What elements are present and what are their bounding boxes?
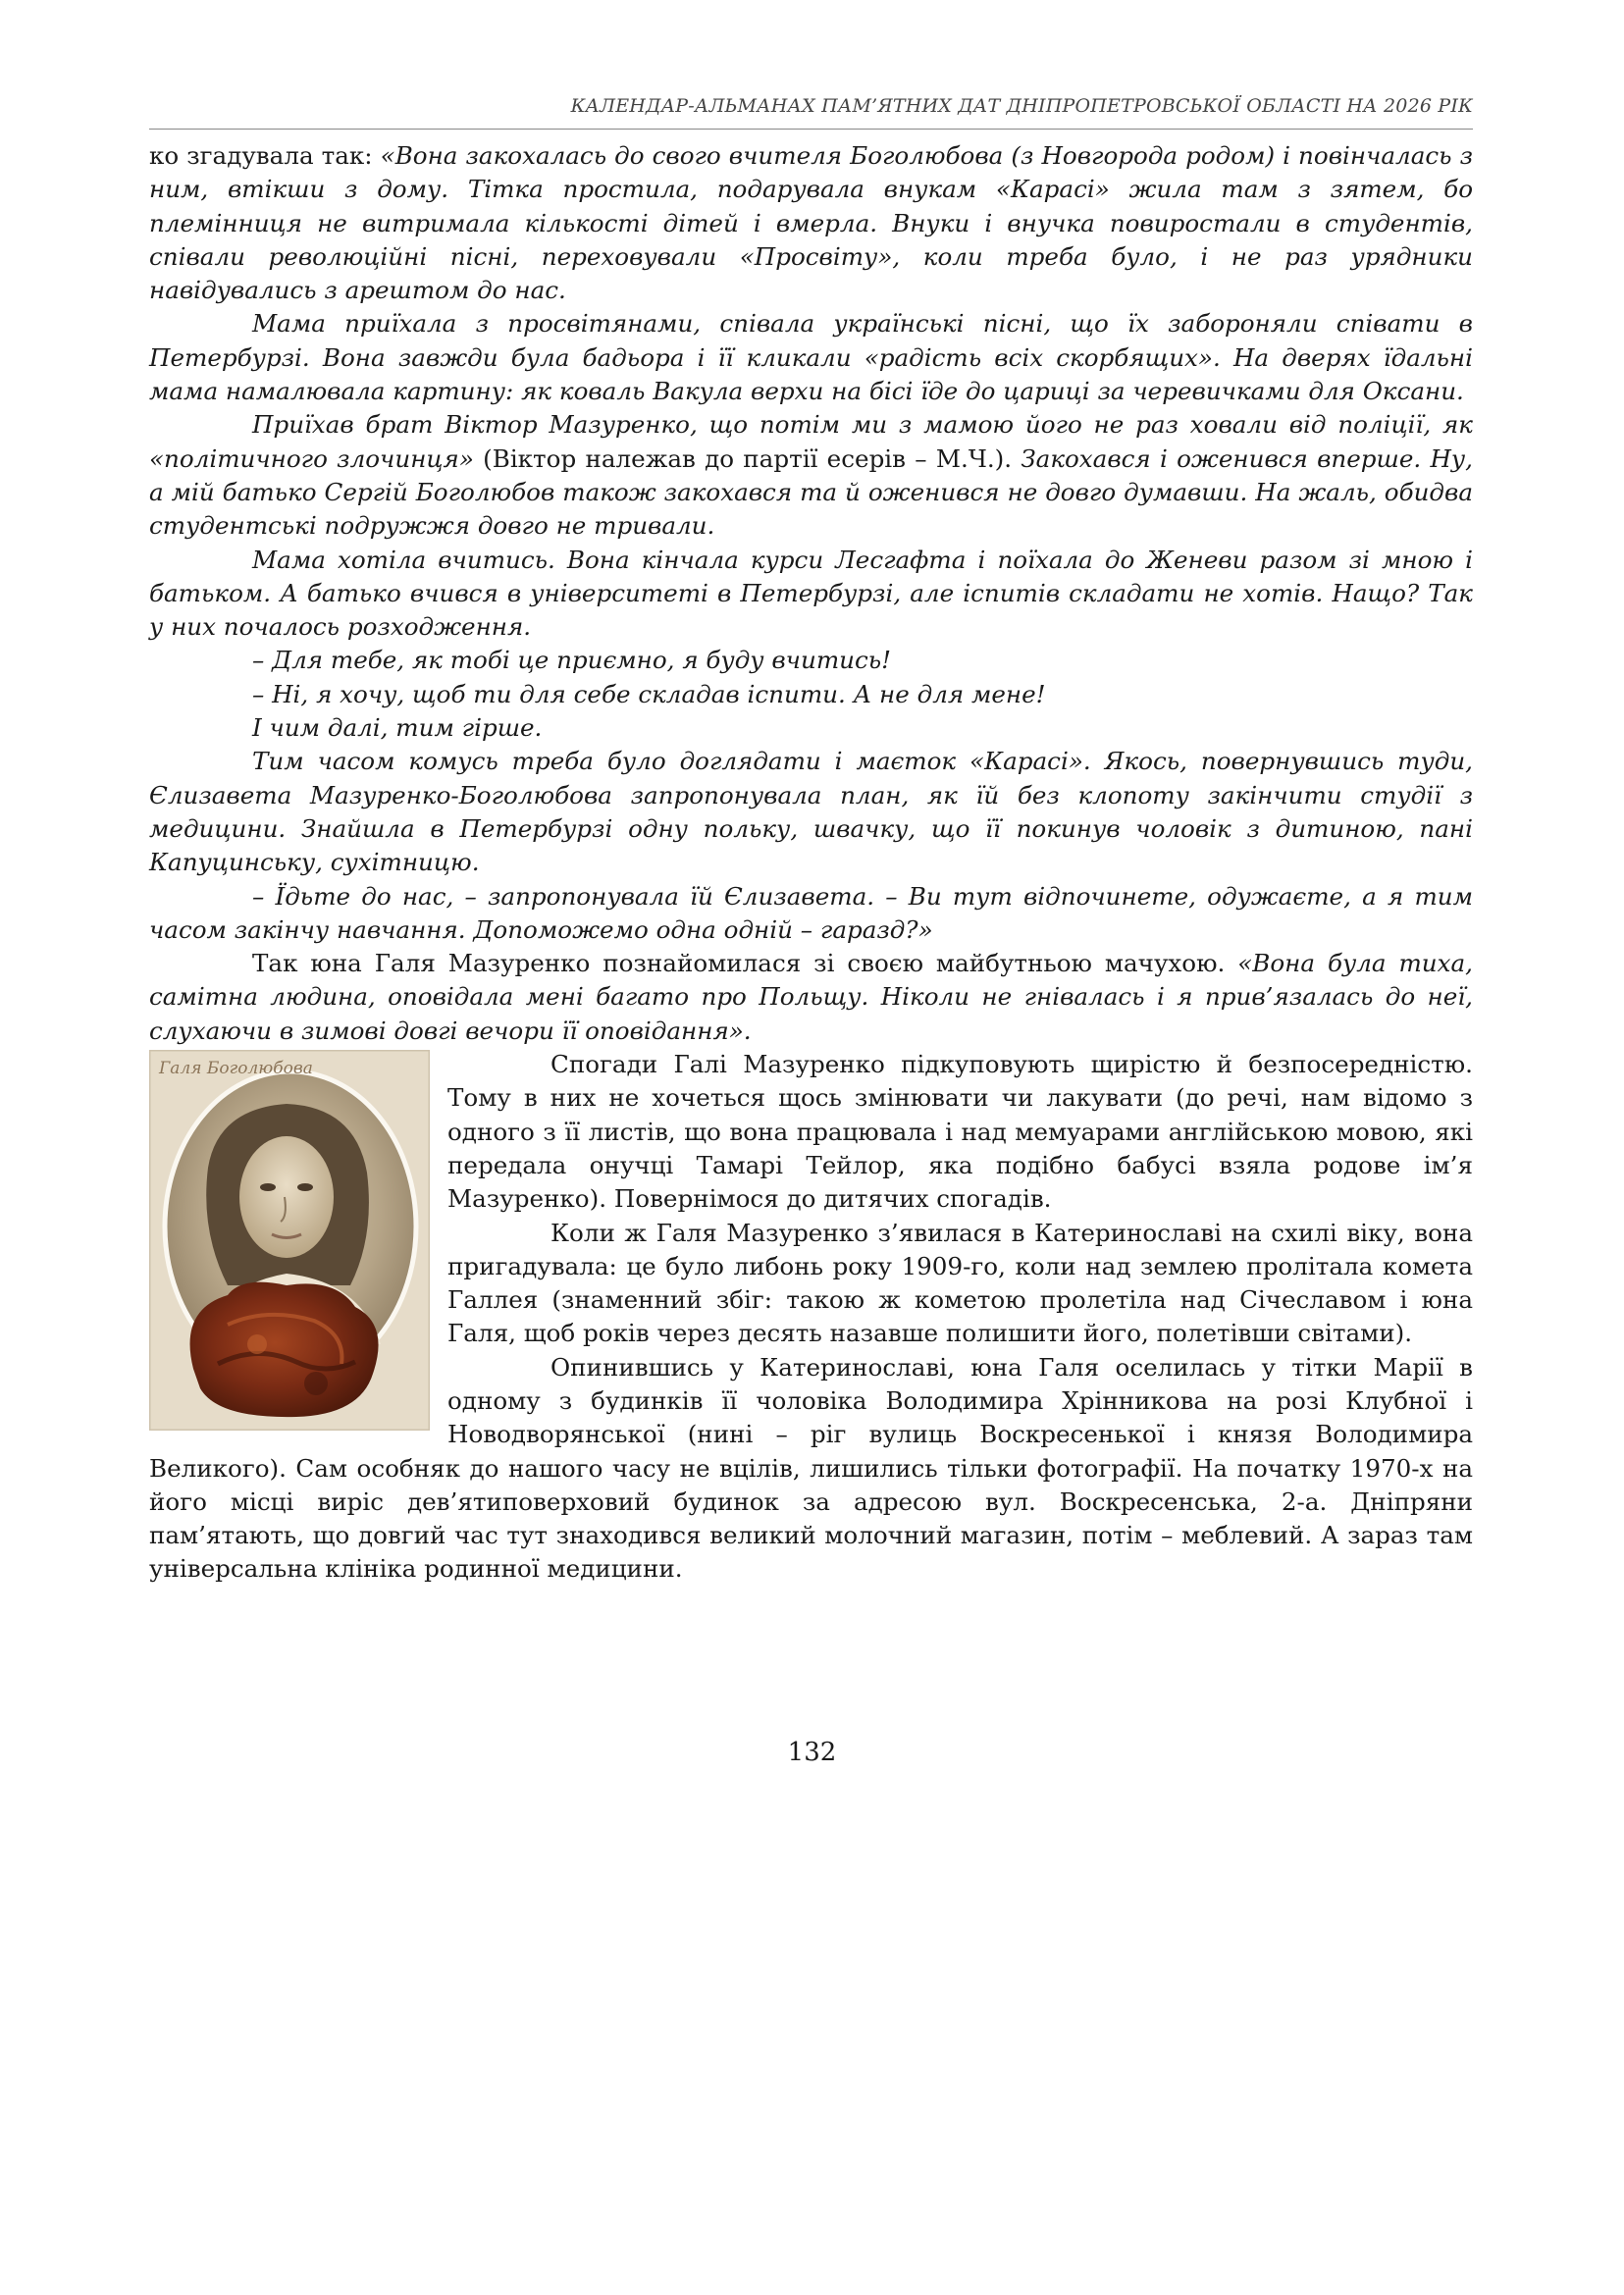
paragraph-lead: Так юна Галя Мазуренко познайомилася зі своєю майбутньою мачухою. xyxy=(252,949,1238,978)
dialogue-line: – Для тебе, як тобі це приємно, я буду вчитись! xyxy=(252,646,892,675)
paragraph xyxy=(149,139,1473,307)
quote-text: «Вона закохалась до свого вчителя Боголюбова (з Новгорода родом) і повінчалась з ним, втікши з дому. Тітка простила, подарувала внукам «Карасі» жила там з зятем, бо племінниця не витримала кількості дітей і вмерла. Внуки і внучка повиростали в студентів, співали революційні пісні, переховували «Просвіту», коли треба було, і не раз урядники навідувались з арештом до нас. xyxy=(149,141,1473,305)
paragraph: Спогади Галі Мазуренко підкуповують щирістю й безпосередністю. Тому в них не хочеться щось змінювати чи лакувати (до речі, нам відомо з одного з її листів, що вона працювала і над мемуарами англійською мовою, які передала онучці Тамарі Тейлор, яка подібно бабусі взяла родове ім’я Мазуренко). Повернімося до дитячих спогадів. xyxy=(447,1050,1473,1214)
paragraph xyxy=(149,408,1473,543)
quote-text: «Вона була тиха, самітна людина, оповідала мені багато про Польщу. Ніколи не гнівалась і я прив’язалась до неї, слухаючи в зимові довгі вечори її оповідання». xyxy=(149,949,1473,1045)
quote-text: Закохався і оженився вперше. Ну, а мій батько Сергій Боголюбов також закохався та й оженився не довго думавши. На жаль, обидва студентські подружжя довго не тривали. xyxy=(149,443,1473,541)
paragraph xyxy=(149,947,1473,1048)
editor-note: (Віктор належав до партії есерів – М.Ч.). xyxy=(473,443,1022,473)
page-number: 132 xyxy=(787,1738,837,1767)
running-header: КАЛЕНДАР-АЛЬМАНАХ ПАМ’ЯТНИХ ДАТ ДНІПРОПЕТРОВСЬКОЇ ОБЛАСТІ НА 2026 РІК xyxy=(570,95,1473,117)
paragraph: Тим часом комусь треба було доглядати і маєток «Карасі». Якось, повернувшись туди, Єлизавета Мазуренко-Боголюбова запропонувала план, як їй без клопоту закінчити студії з медицини. Знайшла в Петербурзі одну польку, швачку, що її покинув чоловік з дитиною, пані Капуцинську, сухітницю. xyxy=(149,747,1473,877)
paragraph: Мама хотіла вчитись. Вона кінчала курси Лесгафта і поїхала до Женеви разом зі мною і батьком. А батько вчився в університеті в Петербурзі, але іспитів складати не хотів. Нащо? Так у них почалось розходження. xyxy=(149,545,1473,642)
page-body xyxy=(149,139,1473,1587)
paragraph: І чим далі, тим гірше. xyxy=(252,713,543,743)
paragraph: Опинившись у Катеринославі, юна Галя оселилась у тітки Марії в одному з будинків її чоловіка Володимира Хрінникова на розі Клубної і Новодворянської (нині – ріг вулиць Воскресенької і князя Володимира Великого). Сам особняк до нашого часу не вцілів, лишились тільки фотографії. На початку 1970-х на його місці виріс дев’ятиповерховий будинок за адресою вул. Воскресенська, 2-а. Дніпряни пам’ятають, що довгий час тут знаходився великий молочний магазин, потім – меблевий. А зараз там універсальна клініка родинної медицини. xyxy=(149,1352,1473,1584)
photo-handwriting: Галя Боголюбова xyxy=(159,1059,313,1079)
paragraph: Мама приїхала з просвітянами, співала українські пісні, що їх забороняли співати в Петербурзі. Вона завжди була бадьора і її кликали «радість всіх скорбящих». На дверях їдальні мама намалювала картину: як коваль Вакула верхи на бісі їде до цариці за черевичками для Оксани. xyxy=(149,309,1473,406)
paragraph: Коли ж Галя Мазуренко з’явилася в Катеринославі на схилі віку, вона пригадувала: це було либонь року 1909-го, коли над землею пролітала комета Галлея (знаменний збіг: такою ж кометою пролетіла над Січеславом і юна Галя, щоб років через десять назавше полишити його, полетівши світами). xyxy=(447,1218,1473,1348)
quote-text: Приїхав брат Віктор Мазуренко, що потім ми з мамою його не раз ховали від поліції, як «політичного злочинця» xyxy=(149,410,1473,473)
dialogue-line: – Ні, я хочу, щоб ти для себе складав іспити. А не для мене! xyxy=(252,679,1046,708)
dialogue-line: – Їдьте до нас, – запропонувала їй Єлизавета. – Ви тут відпочинете, одужаєте, а я тим часом закінчу навчання. Допоможемо одна одній – гаразд?» xyxy=(149,881,1473,944)
paragraph-lead: ко згадувала так: xyxy=(149,141,381,170)
header-rule xyxy=(149,129,1473,130)
portrait-photo xyxy=(149,1050,430,1431)
